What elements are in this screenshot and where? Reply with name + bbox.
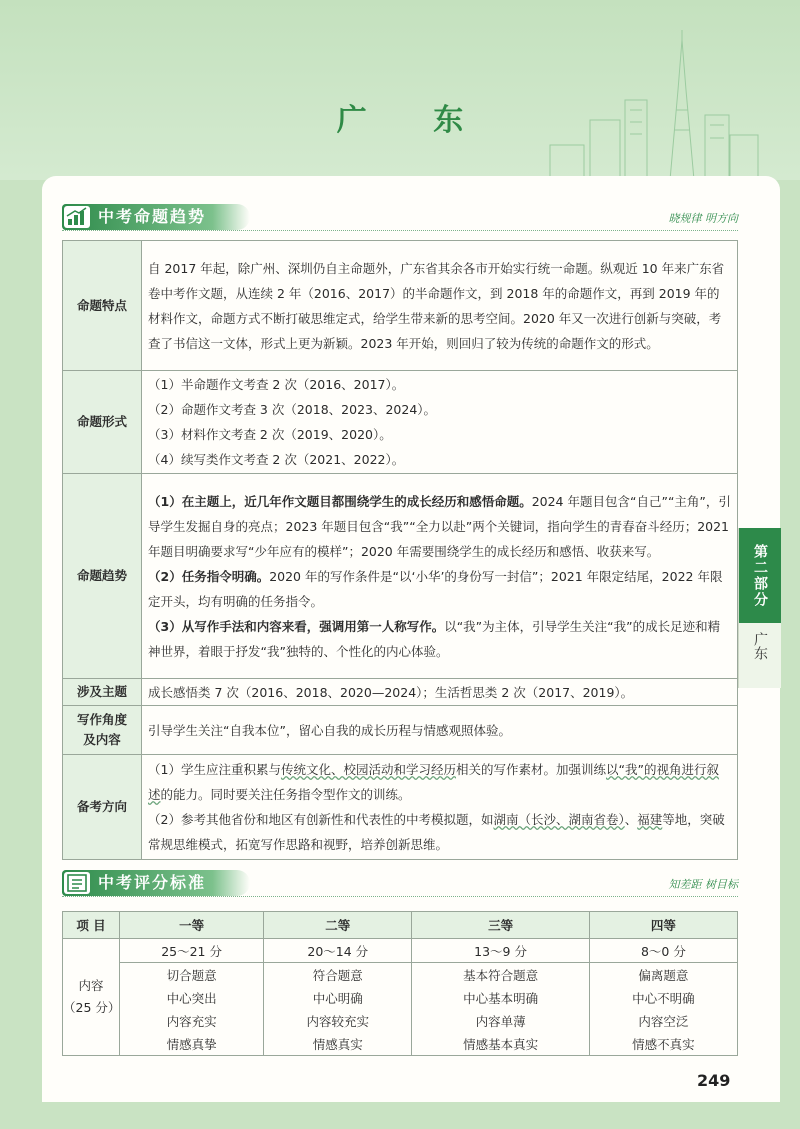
row-content xyxy=(142,371,738,474)
body-text: 2020 年的写作条件是“以‘小华’的身份写一封信”；2021 年限定结尾，2022 年限定开头，均有明确的任务指令。 xyxy=(148,568,723,609)
body-text: 等地，突破常规思维模式，拓宽写作思路和视野，培养创新思维。 xyxy=(148,812,725,852)
row-label: 涉及主题 xyxy=(63,679,142,706)
side-tab xyxy=(738,528,781,688)
column-header: 二等 xyxy=(264,912,412,939)
table-cell: 情感基本真实 xyxy=(412,1032,589,1056)
table-cell: 切合题意 xyxy=(120,963,264,987)
table-row xyxy=(63,474,738,679)
table-row xyxy=(63,939,738,963)
body-text: 以“我”为主体，引导学生关注“我”的成长足迹和精神世界，着眼于抒发“我”独特的、个性化的内心体验。 xyxy=(148,618,721,659)
emphasis-text: （2）任务指令明确。 xyxy=(148,568,270,584)
underlined-text: 以“我”的视角进行叙述 xyxy=(148,762,719,802)
table-cell: 中心突出 xyxy=(120,986,264,1009)
item-label-line: （25 分） xyxy=(63,1000,121,1015)
table-cell: 偏离题意 xyxy=(589,963,737,987)
list-item: （1）半命题作文考查 2 次（2016、2017）。 xyxy=(148,377,405,392)
page-title: 广 东 xyxy=(336,103,492,138)
label-line: 写作角度 xyxy=(76,712,127,727)
row-content xyxy=(142,755,738,860)
paragraph xyxy=(148,807,731,857)
section-title: 中考命题趋势 xyxy=(98,207,207,226)
paragraph xyxy=(148,489,731,564)
body-text: 的能力。同时要关注任务指令型作文的训练。 xyxy=(160,787,411,802)
body-text: 2024 年题目包含“自己”“主角”，引导学生发掘自身的亮点；2023 年题目包含“我”“全力以赴”两个关键词，指向学生的青春奋斗经历；2021 年题目明确要求写“少年应有的模样”；2020 年需要围绕学生的成长经历和感悟、收获来写。 xyxy=(148,493,731,559)
section-header-scoring xyxy=(62,870,738,897)
row-label: 命题形式 xyxy=(63,371,142,474)
section-subtitle: 晓规律 明方向 xyxy=(668,212,738,225)
trend-table xyxy=(62,240,738,860)
table-header-row xyxy=(63,912,738,939)
table-row xyxy=(63,1009,738,1032)
item-label-line: 内容 xyxy=(78,978,104,993)
row-label xyxy=(63,706,142,755)
paragraph xyxy=(148,614,731,664)
scoring-table xyxy=(62,911,738,1056)
underlined-text: 福建 xyxy=(637,812,663,827)
list-item: （3）材料作文考查 2 次（2019、2020）。 xyxy=(148,427,392,442)
score-range: 25～21 分 xyxy=(120,939,264,963)
column-header: 四等 xyxy=(589,912,737,939)
item-label xyxy=(63,939,120,1056)
score-range: 20～14 分 xyxy=(264,939,412,963)
table-cell: 中心明确 xyxy=(264,986,412,1009)
table-cell: 情感真实 xyxy=(264,1032,412,1056)
table-row xyxy=(63,755,738,860)
section-title: 中考评分标准 xyxy=(98,873,207,892)
table-cell: 中心基本明确 xyxy=(412,986,589,1009)
row-content: 成长感悟类 7 次（2016、2018、2020—2024）；生活哲思类 2 次（2017、2019）。 xyxy=(142,679,738,706)
score-range: 8～0 分 xyxy=(589,939,737,963)
scoring-standard-icon xyxy=(64,872,90,894)
table-row xyxy=(63,963,738,987)
table-row xyxy=(63,706,738,755)
column-header: 项 目 xyxy=(63,912,120,939)
row-content: 自 2017 年起，除广州、深圳仍自主命题外，广东省其余各市开始实行统一命题。纵观近 10 年来广东省卷中考作文题，从连续 2 年（2016、2017）的半命题作文，到 2018 年的命题作文，再到 2019 年的材料作文，命题方式不断打破思维定式，给学生带来新的思考空间。2020 年又一次进行创新与突破，考查了书信这一文体，形式上更为新颖。2023 年开始，则回归了较为传统的命题作文的形式。 xyxy=(142,241,738,371)
table-row xyxy=(63,241,738,371)
table-cell: 内容较充实 xyxy=(264,1009,412,1032)
label-line: 及内容 xyxy=(83,732,121,747)
table-cell: 基本符合题意 xyxy=(412,963,589,987)
section-badge xyxy=(62,870,250,896)
side-tab-part: 第二部分 xyxy=(739,528,781,623)
row-content: 引导学生关注“自我本位”，留心自我的成长历程与情感观照体验。 xyxy=(142,706,738,755)
row-label: 命题趋势 xyxy=(63,474,142,679)
list-item: （2）命题作文考查 3 次（2018、2023、2024）。 xyxy=(148,402,437,417)
trend-chart-icon xyxy=(64,206,90,228)
paragraph xyxy=(148,564,731,614)
column-header: 三等 xyxy=(412,912,589,939)
body-text: （1）学生应注重积累与 xyxy=(148,762,281,777)
table-row xyxy=(63,679,738,706)
body-text: 相关的写作素材。加强训练 xyxy=(455,762,606,777)
underlined-text: 传统文化、校园活动和学习经历 xyxy=(280,762,456,777)
table-cell: 情感不真实 xyxy=(589,1032,737,1056)
column-header: 一等 xyxy=(120,912,264,939)
table-cell: 情感真挚 xyxy=(120,1032,264,1056)
section-badge xyxy=(62,204,250,230)
table-row xyxy=(63,986,738,1009)
table-cell: 符合题意 xyxy=(264,963,412,987)
table-row xyxy=(63,1032,738,1056)
table-cell: 内容单薄 xyxy=(412,1009,589,1032)
table-cell: 内容充实 xyxy=(120,1009,264,1032)
emphasis-text: （3）从写作手法和内容来看，强调用第一人称写作。 xyxy=(148,618,445,634)
underlined-text: 湖南（长沙、湖南省卷） xyxy=(493,812,625,827)
body-text: 、 xyxy=(624,812,638,827)
section-subtitle: 知差距 树目标 xyxy=(668,878,738,891)
table-cell: 内容空泛 xyxy=(589,1009,737,1032)
row-content xyxy=(142,474,738,679)
side-tab-region: 广东 xyxy=(752,632,768,660)
body-text: （2）参考其他省份和地区有创新性和代表性的中考模拟题，如 xyxy=(148,812,494,827)
list-item: （4）续写类作文考查 2 次（2021、2022）。 xyxy=(148,452,405,467)
score-range: 13～9 分 xyxy=(412,939,589,963)
table-cell: 中心不明确 xyxy=(589,986,737,1009)
paragraph xyxy=(148,757,731,807)
table-row xyxy=(63,371,738,474)
emphasis-text: （1）在主题上，近几年作文题目都围绕学生的成长经历和感悟命题。 xyxy=(148,493,532,509)
page-number: 249 xyxy=(697,1071,731,1090)
row-label: 备考方向 xyxy=(63,755,142,860)
section-header-trend xyxy=(62,204,738,231)
row-label: 命题特点 xyxy=(63,241,142,371)
